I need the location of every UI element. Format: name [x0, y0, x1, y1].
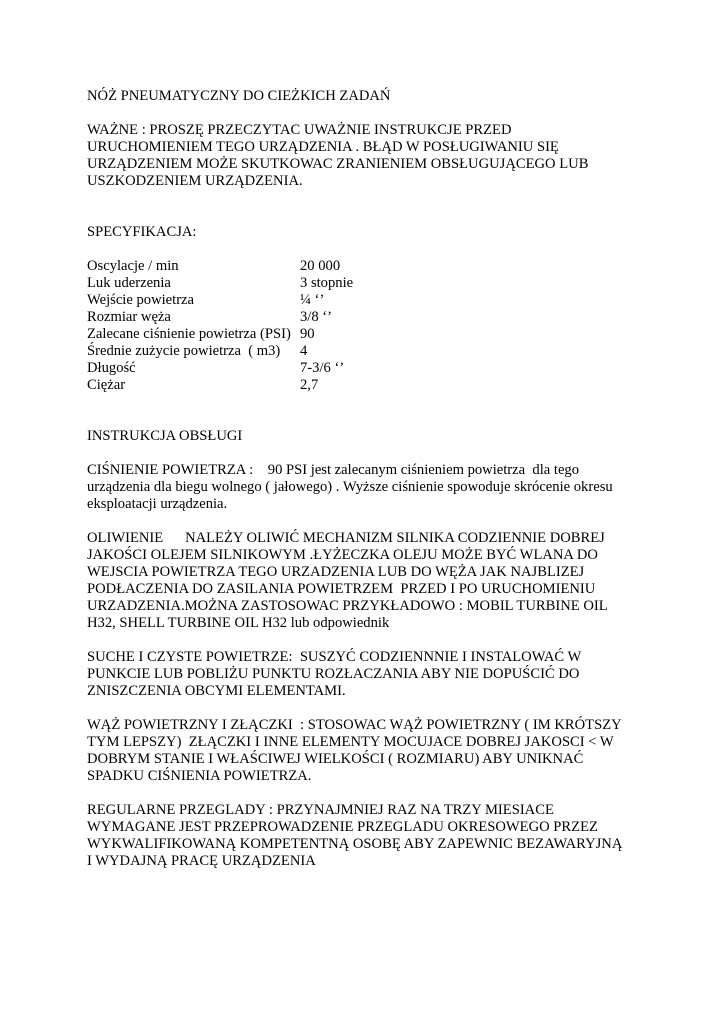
spec-label: Wejście powietrza	[87, 292, 195, 308]
spec-label: Oscylacje / min	[87, 258, 179, 274]
air-pressure-paragraph: CIŚNIENIE POWIETRZA : 90 PSI jest zalecanym ciśnieniem powietrza dla tego urządzenia dla biegu wolnego ( jałowego) . Wyższe ciśnienie spowoduje skrócenie okresu eksploatacji urządzenia.	[87, 462, 613, 512]
spec-table	[87, 258, 687, 394]
spec-label: Ciężar	[87, 377, 126, 393]
spec-value: 3 stopnie	[300, 275, 354, 291]
warning-paragraph: WAŻNE : PROSZĘ PRZECZYTAC UWAŻNIE INSTRUKCJE PRZED URUCHOMIENIEM TEGO URZĄDZENIA . BŁĄD W POSŁUGIWANIU SIĘ URZĄDZENIEM MOŻE SKUTKOWAC ZRANIENIEM OBSŁUGUJĄCEGO LUB USZKODZENIEM URZĄDZENIA.	[87, 122, 589, 189]
oiling-paragraph: OLIWIENIE NALEŻY OLIWIĆ MECHANIZM SILNIKA CODZIENNIE DOBREJ JAKOŚCI OLEJEM SILNIKOWYM .ŁYŻECZKA OLEJU MOŻE BYĆ WLANA DO WEJSCIA POWIETRZA TEGO URZADZENIA LUB DO WĘŻA JAK NAJBLIZEJ PODŁACZENIA DO ZASILANIA POWIETRZEM PRZED I PO URUCHOMIENIU URZADZENIA.MOŻNA ZASTOSOWAC PRZYKŁADOWO : MOBIL TURBINE OIL H32, SHELL TURBINE OIL H32 lub odpowiednik	[87, 530, 608, 631]
spec-value: 2,7	[300, 377, 319, 393]
dry-air-paragraph: SUCHE I CZYSTE POWIETRZE: SUSZYĆ CODZIENNNIE I INSTALOWAĆ W PUNKCIE LUB POBLIŻU PUNKTU ROZŁACZANIA ABY NIE DOPUŚCIĆ DO ZNISZCZENIA OBCYMI ELEMENTAMI.	[87, 649, 582, 699]
document-title: NÓŻ PNEUMATYCZNY DO CIEŻKICH ZADAŃ	[87, 88, 391, 104]
spec-value: 4	[300, 343, 308, 359]
spec-value: 7-3/6 ‘’	[300, 360, 345, 376]
hose-paragraph: WĄŻ POWIETRZNY I ZŁĄCZKI : STOSOWAC WĄŻ POWIETRZNY ( IM KRÓTSZY TYM LEPSZY) ZŁĄCZKI I INNE ELEMENTY MOCUJACE DOBREJ JAKOSCI < W DOBRYM STANIE I WŁAŚCIWEJ WIELKOŚCI ( ROZMIARU) ABY UNIKNAĆ SPADKU CIŚNIENIA POWIETRZA.	[87, 717, 622, 784]
spec-value: 90	[300, 326, 315, 342]
spec-value: 3/8 ‘’	[300, 309, 333, 325]
spec-label: Zalecane ciśnienie powietrza (PSI)	[87, 326, 291, 342]
spec-value: 20 000	[300, 258, 341, 274]
spec-label: Rozmiar węża	[87, 309, 171, 325]
spec-label: Długość	[87, 360, 136, 376]
instructions-heading: INSTRUKCJA OBSŁUGI	[87, 428, 243, 444]
document-page	[87, 88, 687, 870]
spec-heading: SPECYFIKACJA:	[87, 224, 197, 240]
spec-label: Średnie zużycie powietrza ( m3)	[87, 343, 281, 359]
spec-label: Luk uderzenia	[87, 275, 171, 291]
inspections-paragraph: REGULARNE PRZEGLADY : PRZYNAJMNIEJ RAZ NA TRZY MIESIACE WYMAGANE JEST PRZEPROWADZENIE PRZEGLADU OKRESOWEGO PRZEZ WYKWALIFIKOWANĄ KOMPETENTNĄ OSOBĘ ABY ZAPEWNIC BEZAWARYJNĄ I WYDAJNĄ PRACĘ URZĄDZENIA	[87, 802, 623, 869]
spec-value: ¼ ‘’	[300, 292, 325, 308]
